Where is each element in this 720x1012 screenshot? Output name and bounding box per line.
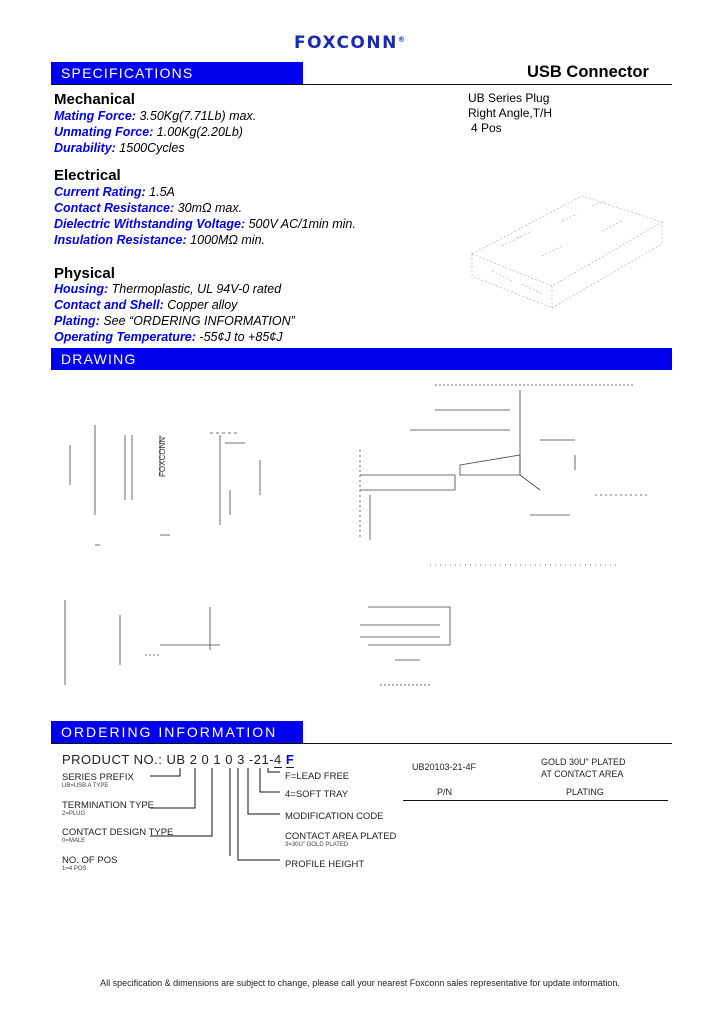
mechanical-list xyxy=(54,108,256,156)
product-description xyxy=(468,91,552,136)
electrical-heading: Electrical xyxy=(54,167,121,184)
product-desc-line1: UB Series Plug xyxy=(468,91,550,105)
table-col-pn: P/N xyxy=(437,787,453,797)
ordering-left-item: SERIES PREFIX UB=USB A TYPE xyxy=(62,772,134,789)
ordering-right-item: F=LEAD FREE xyxy=(285,771,350,782)
ordering-left-item: TERMINATION TYPE 2=PLUG xyxy=(62,800,155,817)
ordering-right-list xyxy=(285,771,396,870)
spec-row: Durability: 1500Cycles xyxy=(54,141,185,155)
product-image xyxy=(462,176,672,316)
table-plating-value: GOLD 30U" PLATED AT CONTACT AREA xyxy=(541,757,626,779)
electrical-list xyxy=(54,184,356,248)
physical-heading: Physical xyxy=(54,265,115,282)
table-part-number: UB20103-21-4F xyxy=(412,762,477,772)
product-number: PRODUCT NO.: UB 2 0 1 0 3 -21-4 F xyxy=(62,752,295,767)
spec-row: Operating Temperature: -55¢J to +85¢J xyxy=(54,330,283,344)
technical-drawing xyxy=(50,375,680,695)
spec-row: Insulation Resistance: 1000MΩ min. xyxy=(54,233,265,247)
spec-row: Contact Resistance: 30mΩ max. xyxy=(54,201,243,215)
spec-row: Mating Force: 3.50Kg(7.71Lb) max. xyxy=(54,109,257,123)
ordering-rule xyxy=(51,743,672,744)
ordering-bar: ORDERING INFORMATION xyxy=(51,721,303,743)
ordering-right-item: CONTACT AREA PLATED 3=30U" GOLD PLATED xyxy=(285,831,397,848)
ordering-right-item: 4=SOFT TRAY xyxy=(285,789,349,800)
ordering-left-list xyxy=(62,772,173,872)
foxconn-logo: FOXCONN® xyxy=(294,33,405,53)
spec-row: Dielectric Withstanding Voltage: 500V AC/1min min. xyxy=(54,217,356,231)
product-title: USB Connector xyxy=(527,63,649,81)
ordering-right-item: PROFILE HEIGHT xyxy=(285,859,365,870)
ordering-right-item: MODIFICATION CODE xyxy=(285,811,384,822)
footer-note: All specification & dimensions are subject to change, please call your nearest Foxconn sales representative for update information. xyxy=(100,978,620,988)
table-rule xyxy=(403,800,668,801)
ordering-left-item: NO. OF POS 1=4 POS xyxy=(62,855,118,872)
product-desc-line3: 4 Pos xyxy=(471,121,502,135)
table-col-plating: PLATING xyxy=(566,787,604,797)
physical-list xyxy=(54,281,295,345)
spec-row: Housing: Thermoplastic, UL 94V-0 rated xyxy=(54,282,282,296)
spec-row: Unmating Force: 1.00Kg(2.20Lb) xyxy=(54,125,243,139)
spec-row: Plating: See “ORDERING INFORMATION” xyxy=(54,314,295,328)
header-rule xyxy=(51,84,672,85)
mechanical-heading: Mechanical xyxy=(54,91,135,108)
ordering-left-item: CONTACT DESIGN TYPE 0=MALE xyxy=(62,827,174,844)
drawing-foxconn-mark: FOXCONN xyxy=(158,437,167,477)
spec-row: Contact and Shell: Copper alloy xyxy=(54,298,238,312)
specifications-bar: SPECIFICATIONS xyxy=(51,62,303,84)
drawing-bar: DRAWING xyxy=(51,348,672,370)
spec-row: Current Rating: 1.5A xyxy=(54,185,175,199)
product-desc-line2: Right Angle,T/H xyxy=(468,106,553,120)
